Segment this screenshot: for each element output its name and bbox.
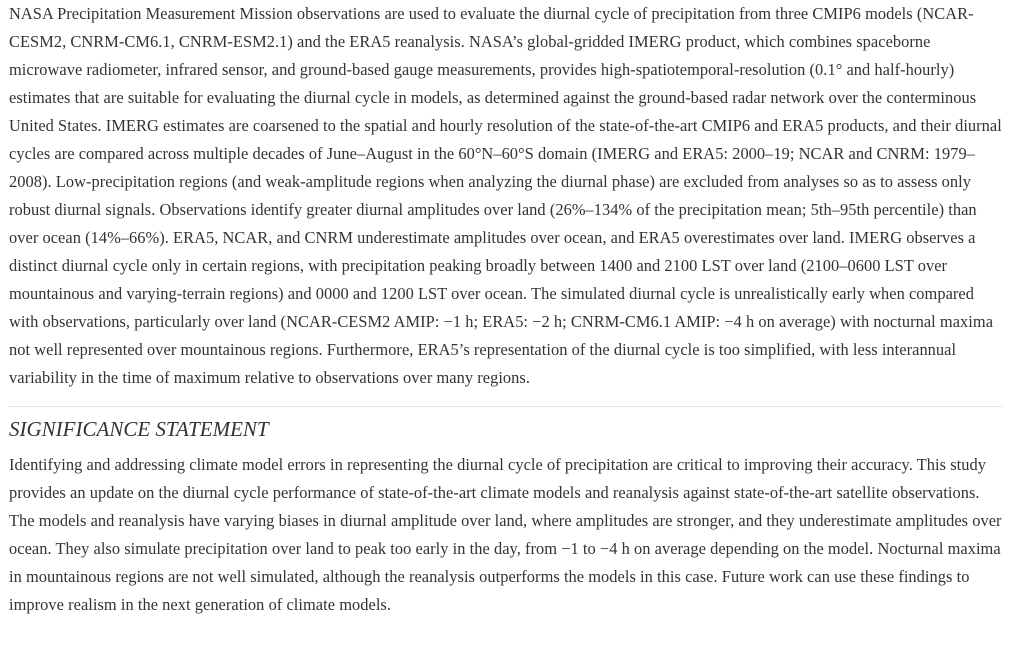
abstract-paragraph: NASA Precipitation Measurement Mission observations are used to evaluate the diurnal cycle of precipitation from three CMIP6 models (NCAR-CESM2, CNRM-CM6.1, CNRM-ESM2.1) and the ERA5 reanalysis. NASA’s global-gridded IMERG product, which combines spaceborne microwave radiometer, infrared sensor, and ground-based gauge measurements, provides high-spatiotemporal-resolution (0.1° and half-hourly) estimates that are suitable for evaluating the diurnal cycle in models, as determined against the ground-based radar network over the conterminous United States. IMERG estimates are coarsened to the spatial and hourly resolution of the state-of-the-art CMIP6 and ERA5 products, and their diurnal cycles are compared across multiple decades of June–August in the 60°N–60°S domain (IMERG and ERA5: 2000–19; NCAR and CNRM: 1979–2008). Low-precipitation regions (and weak-amplitude regions when analyzing the diurnal phase) are excluded from analyses so as to assess only robust diurnal signals. Observations identify greater diurnal amplitudes over land (26%–134% of the precipitation mean; 5th–95th percentile) than over ocean (14%–66%). ERA5, NCAR, and CNRM underestimate amplitudes over ocean, and ERA5 overestimates over land. IMERG observes a distinct diurnal cycle only in certain regions, with precipitation peaking broadly between 1400 and 2100 LST over land (2100–0600 LST over mountainous and varying-terrain regions) and 0000 and 1200 LST over ocean. The simulated diurnal cycle is unrealistically early when compared with observations, particularly over land (NCAR-CESM2 AMIP: −1 h; ERA5: −2 h; CNRM-CM6.1 AMIP: −4 h on average) with nocturnal maxima not well represented over mountainous regions. Furthermore, ERA5’s representation of the diurnal cycle is too simplified, with less interannual variability in the time of maximum relative to observations over many regions. — [9, 4, 1002, 387]
significance-statement-heading: SIGNIFICANCE STATEMENT — [9, 417, 269, 441]
significance-statement-paragraph: Identifying and addressing climate model errors in representing the diurnal cycle of precipitation are critical to improving their accuracy. This study provides an update on the diurnal cycle performance of state-of-the-art climate models and reanalysis against state-of-the-art satellite observations. The models and reanalysis have varying biases in diurnal amplitude over land, where amplitudes are stronger, and they underestimate amplitudes over ocean. They also simulate precipitation over land to peak too early in the day, from −1 to −4 h on average depending on the model. Nocturnal maxima in mountainous regions are not well simulated, although the reanalysis outperforms the models in this case. Future work can use these findings to improve realism in the next generation of climate models. — [9, 455, 1002, 614]
section-divider — [9, 406, 1003, 407]
article-content — [9, 0, 1003, 619]
